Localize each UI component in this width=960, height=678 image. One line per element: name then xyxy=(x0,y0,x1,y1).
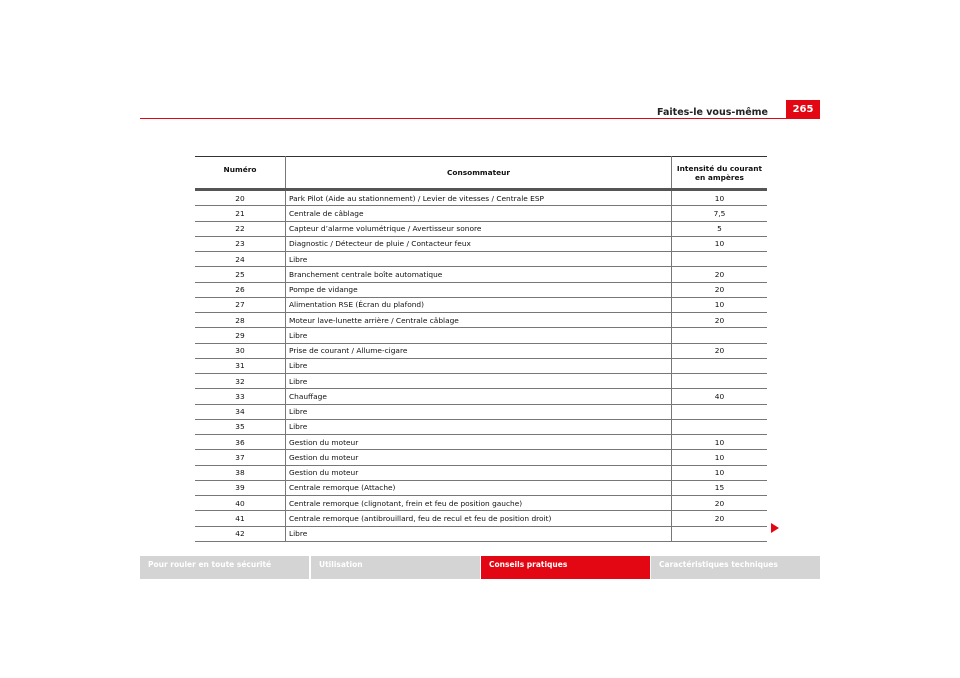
table-row xyxy=(195,496,767,511)
column-header-current: Intensité du courant en ampères xyxy=(672,157,768,190)
fuse-number-cell: 38 xyxy=(195,465,286,480)
table-body xyxy=(195,190,767,542)
fuse-number-cell: 30 xyxy=(195,343,286,358)
table-row xyxy=(195,206,767,221)
current-cell: 20 xyxy=(672,343,768,358)
table-row xyxy=(195,404,767,419)
consumer-cell: Branchement centrale boîte automatique xyxy=(286,267,672,282)
current-cell xyxy=(672,526,768,541)
fuse-number-cell: 21 xyxy=(195,206,286,221)
fuse-number-cell: 34 xyxy=(195,404,286,419)
fuse-number-cell: 32 xyxy=(195,374,286,389)
table-row xyxy=(195,526,767,541)
current-cell: 10 xyxy=(672,450,768,465)
table-row xyxy=(195,358,767,373)
footer-tab-4[interactable]: Caractéristiques techniques xyxy=(651,556,820,579)
table-row xyxy=(195,297,767,312)
fuse-number-cell: 28 xyxy=(195,313,286,328)
header-divider xyxy=(140,118,820,119)
table-row xyxy=(195,374,767,389)
current-cell: 20 xyxy=(672,282,768,297)
table-row xyxy=(195,252,767,267)
consumer-cell: Centrale de câblage xyxy=(286,206,672,221)
table-row xyxy=(195,435,767,450)
consumer-cell: Centrale remorque (clignotant, frein et feu de position gauche) xyxy=(286,496,672,511)
current-cell: 10 xyxy=(672,435,768,450)
consumer-cell: Gestion du moteur xyxy=(286,465,672,480)
table-row xyxy=(195,282,767,297)
footer-tab-1[interactable]: Pour rouler en toute sécurité xyxy=(140,556,309,579)
consumer-cell: Gestion du moteur xyxy=(286,450,672,465)
consumer-cell: Gestion du moteur xyxy=(286,435,672,450)
fuse-number-cell: 27 xyxy=(195,297,286,312)
current-cell: 15 xyxy=(672,480,768,495)
current-cell: 20 xyxy=(672,267,768,282)
consumer-cell: Chauffage xyxy=(286,389,672,404)
consumer-cell: Diagnostic / Détecteur de pluie / Contacteur feux xyxy=(286,236,672,251)
fuse-number-cell: 37 xyxy=(195,450,286,465)
consumer-cell: Libre xyxy=(286,526,672,541)
current-cell: 20 xyxy=(672,313,768,328)
consumer-cell: Centrale remorque (Attache) xyxy=(286,480,672,495)
table-row xyxy=(195,267,767,282)
current-cell xyxy=(672,328,768,343)
table-row xyxy=(195,480,767,495)
consumer-cell: Pompe de vidange xyxy=(286,282,672,297)
consumer-cell: Park Pilot (Aide au stationnement) / Levier de vitesses / Centrale ESP xyxy=(286,190,672,206)
fuse-number-cell: 39 xyxy=(195,480,286,495)
consumer-cell: Libre xyxy=(286,374,672,389)
consumer-cell: Libre xyxy=(286,252,672,267)
table-row xyxy=(195,313,767,328)
fuse-number-cell: 35 xyxy=(195,419,286,434)
current-cell xyxy=(672,374,768,389)
table-row xyxy=(195,450,767,465)
current-cell: 10 xyxy=(672,236,768,251)
fuse-number-cell: 23 xyxy=(195,236,286,251)
fuse-number-cell: 26 xyxy=(195,282,286,297)
consumer-cell: Alimentation RSE (Écran du plafond) xyxy=(286,297,672,312)
current-cell: 20 xyxy=(672,496,768,511)
fuse-number-cell: 33 xyxy=(195,389,286,404)
fuse-number-cell: 25 xyxy=(195,267,286,282)
fuse-number-cell: 40 xyxy=(195,496,286,511)
next-page-arrow-icon[interactable] xyxy=(771,523,779,533)
current-cell: 40 xyxy=(672,389,768,404)
consumer-cell: Libre xyxy=(286,358,672,373)
current-cell: 5 xyxy=(672,221,768,236)
consumer-cell: Prise de courant / Allume-cigare xyxy=(286,343,672,358)
table-header-row xyxy=(195,157,767,190)
column-header-consumer: Consommateur xyxy=(286,157,672,190)
table-row xyxy=(195,419,767,434)
current-cell: 20 xyxy=(672,511,768,526)
fuse-number-cell: 22 xyxy=(195,221,286,236)
consumer-cell: Capteur d’alarme volumétrique / Avertisseur sonore xyxy=(286,221,672,236)
fuse-number-cell: 36 xyxy=(195,435,286,450)
current-cell: 10 xyxy=(672,297,768,312)
consumer-cell: Libre xyxy=(286,419,672,434)
fuse-number-cell: 20 xyxy=(195,190,286,206)
table-row xyxy=(195,343,767,358)
fuse-number-cell: 42 xyxy=(195,526,286,541)
table-row xyxy=(195,190,767,206)
consumer-cell: Libre xyxy=(286,328,672,343)
page-number-badge: 265 xyxy=(786,100,820,119)
table-row xyxy=(195,236,767,251)
fuse-table xyxy=(195,156,767,542)
footer-tab-2[interactable]: Utilisation xyxy=(311,556,480,579)
page-header-title: Faites-le vous-même xyxy=(657,107,768,118)
current-cell: 10 xyxy=(672,465,768,480)
column-header-number: Numéro xyxy=(195,157,286,190)
table-row xyxy=(195,511,767,526)
current-cell xyxy=(672,252,768,267)
current-cell: 7,5 xyxy=(672,206,768,221)
footer-tab-3[interactable]: Conseils pratiques xyxy=(481,556,650,579)
current-cell: 10 xyxy=(672,190,768,206)
fuse-number-cell: 31 xyxy=(195,358,286,373)
consumer-cell: Moteur lave-lunette arrière / Centrale câblage xyxy=(286,313,672,328)
current-cell xyxy=(672,419,768,434)
fuse-number-cell: 24 xyxy=(195,252,286,267)
table-row xyxy=(195,389,767,404)
table-row xyxy=(195,221,767,236)
fuse-number-cell: 41 xyxy=(195,511,286,526)
consumer-cell: Libre xyxy=(286,404,672,419)
fuse-number-cell: 29 xyxy=(195,328,286,343)
current-cell xyxy=(672,358,768,373)
table-row xyxy=(195,328,767,343)
current-cell xyxy=(672,404,768,419)
table-row xyxy=(195,465,767,480)
consumer-cell: Centrale remorque (antibrouillard, feu de recul et feu de position droit) xyxy=(286,511,672,526)
